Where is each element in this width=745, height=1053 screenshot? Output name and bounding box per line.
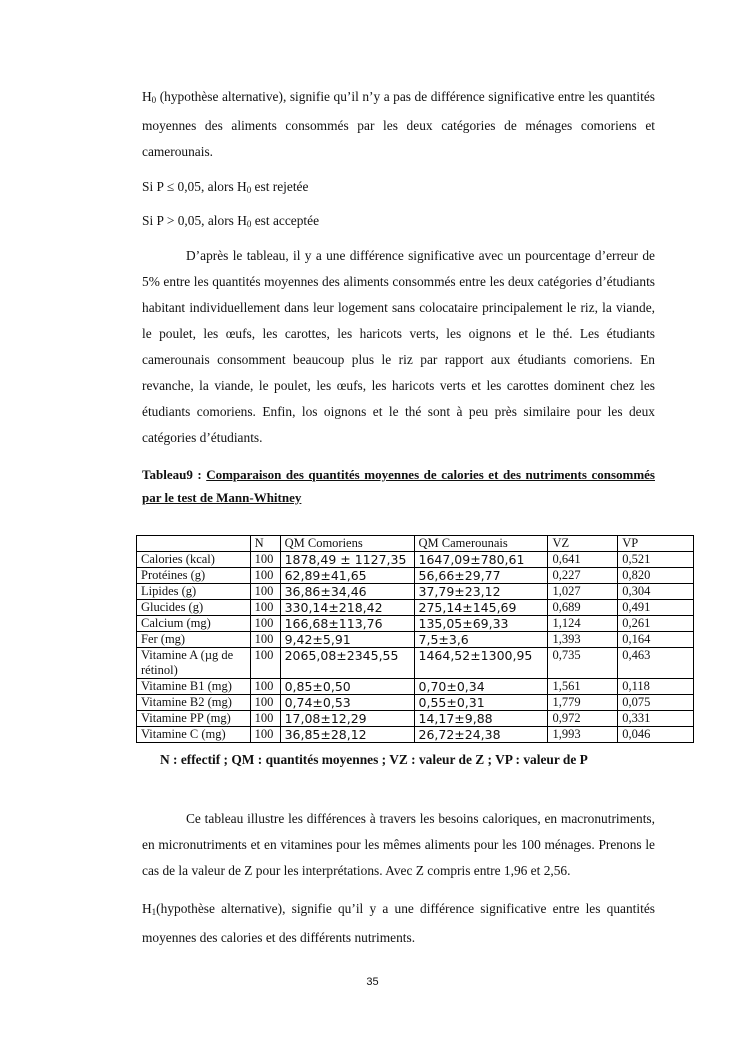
table-cell: Vitamine A (µg de rétinol) [137, 648, 251, 679]
table-cell: 62,89±41,65 [280, 568, 414, 584]
rule-accepted-pre: Si P > 0,05, alors H [142, 213, 247, 228]
page-number: 35 [366, 976, 379, 988]
table-cell: 36,85±28,12 [280, 727, 414, 743]
table-legend: N : effectif ; QM : quantités moyennes ; VZ : valeur de Z ; VP : valeur de P [160, 752, 588, 767]
table-cell: 0,689 [548, 600, 618, 616]
rule-accepted-sub: 0 [246, 219, 252, 229]
table-caption [142, 463, 655, 509]
table-cell: Fer (mg) [137, 632, 251, 648]
table-cell: 100 [250, 568, 280, 584]
table-cell: Protéines (g) [137, 568, 251, 584]
table-cell: 0,331 [618, 711, 694, 727]
table-row [137, 568, 694, 584]
table-cell: Vitamine B2 (mg) [137, 695, 251, 711]
table-cell: 0,55±0,31 [414, 695, 548, 711]
table-row [137, 584, 694, 600]
table-cell: 56,66±29,77 [414, 568, 548, 584]
table-cell: 0,972 [548, 711, 618, 727]
rule-accepted-post: est acceptée [251, 213, 320, 228]
table-cell: Vitamine B1 (mg) [137, 679, 251, 695]
table-cell: 9,42±5,91 [280, 632, 414, 648]
table-cell: 275,14±145,69 [414, 600, 548, 616]
table-cell: 1464,52±1300,95 [414, 648, 548, 679]
table-cell: 330,14±218,42 [280, 600, 414, 616]
table-cell: 100 [250, 648, 280, 679]
table-header-cell [137, 536, 251, 552]
table-cell: 17,08±12,29 [280, 711, 414, 727]
table-cell: 0,261 [618, 616, 694, 632]
table-cell: 1,779 [548, 695, 618, 711]
table-cell: 0,164 [618, 632, 694, 648]
paragraph-interpretation: Ce tableau illustre les différences à travers les besoins caloriques, en macronutriments, en micronutriments et en vitamines pour les mêmes aliments pour les 100 ménages. Prenons le cas de la valeur de Z pour les interprétations. Avec Z compris entre 1,96 et 2,56. [142, 811, 655, 878]
table-cell: 1,027 [548, 584, 618, 600]
table-cell: 0,491 [618, 600, 694, 616]
table-cell: 0,521 [618, 552, 694, 568]
table-cell: 2065,08±2345,55 [280, 648, 414, 679]
table-cell: 100 [250, 616, 280, 632]
table-cell: 100 [250, 600, 280, 616]
table-header-cell: QM Camerounais [414, 536, 548, 552]
paragraph-h0 [142, 84, 655, 165]
table-cell: 100 [250, 584, 280, 600]
table-cell: 1878,49 ± 1127,35 [280, 552, 414, 568]
table-cell: 26,72±24,38 [414, 727, 548, 743]
table-cell: Glucides (g) [137, 600, 251, 616]
table-cell: 0,463 [618, 648, 694, 679]
table-cell: 0,227 [548, 568, 618, 584]
table-cell: 36,86±34,46 [280, 584, 414, 600]
table-row [137, 711, 694, 727]
table-cell: 100 [250, 632, 280, 648]
table-row [137, 600, 694, 616]
table-cell: 0,046 [618, 727, 694, 743]
table-cell: 1,393 [548, 632, 618, 648]
table-body [137, 536, 694, 743]
table-cell: 1,561 [548, 679, 618, 695]
paragraph-h1 [142, 896, 655, 951]
table-cell: 0,641 [548, 552, 618, 568]
h1-symbol: H [142, 901, 152, 916]
table-cell: 135,05±69,33 [414, 616, 548, 632]
nutrient-table [136, 535, 694, 743]
table-cell: 14,17±9,88 [414, 711, 548, 727]
table-cell: 37,79±23,12 [414, 584, 548, 600]
table-cell: 1,124 [548, 616, 618, 632]
table-cell: 1647,09±780,61 [414, 552, 548, 568]
h0-text: (hypothèse alternative), signifie qu’il n’y a pas de différence significative entre les quantités moyennes des aliments consommés par les deux catégories de ménages comoriens et camerounais. [142, 89, 655, 159]
h1-text: (hypothèse alternative), signifie qu’il y a une différence significative entre les quantités moyennes des calories et des différents nutriments. [142, 901, 655, 945]
h1-subscript: 1 [151, 907, 157, 917]
table-row [137, 727, 694, 743]
table-cell: 0,70±0,34 [414, 679, 548, 695]
caption-title: Comparaison des quantités moyennes de calories et des nutriments consommés par le test de Mann-Whitney [142, 467, 655, 505]
table-cell: 1,993 [548, 727, 618, 743]
table-header-row [137, 536, 694, 552]
table-header-cell: N [250, 536, 280, 552]
h0-symbol: H [142, 89, 152, 104]
table-cell: Vitamine C (mg) [137, 727, 251, 743]
table-header-cell: VP [618, 536, 694, 552]
table-cell: Vitamine PP (mg) [137, 711, 251, 727]
table-cell: 0,075 [618, 695, 694, 711]
table-cell: Lipides (g) [137, 584, 251, 600]
rule-rejected-sub: 0 [246, 185, 252, 195]
table-cell: 0,85±0,50 [280, 679, 414, 695]
table-cell: Calcium (mg) [137, 616, 251, 632]
table-row [137, 695, 694, 711]
table-row [137, 552, 694, 568]
table-cell: 0,74±0,53 [280, 695, 414, 711]
table-row [137, 679, 694, 695]
rule-accepted [142, 213, 655, 229]
caption-label: Tableau9 : [142, 467, 207, 482]
table-row [137, 648, 694, 679]
page-body [142, 84, 655, 509]
paragraph-analysis: D’après le tableau, il y a une différence significative avec un pourcentage d’erreur de 5% entre les quantités moyennes des aliments consommés entre les deux catégories d’étudiants habitant individuellement dans leur logement sans colocataire principalement le riz, la viande, le poulet, les œufs, les carottes, les haricots verts, les oignons et le thé. Les étudiants camerounais consomment beaucoup plus le riz par rapport aux étudiants comoriens. En revanche, la viande, le poulet, les œufs, les haricots verts et les carottes dominent chez les étudiants comoriens. Enfin, los oignons et le thé sont à peu près similaire pour les deux catégories d’étudiants. [142, 248, 655, 445]
table-cell: 0,735 [548, 648, 618, 679]
h0-subscript: 0 [151, 95, 157, 105]
table-cell: 0,118 [618, 679, 694, 695]
table-cell: 100 [250, 679, 280, 695]
table-cell: 0,820 [618, 568, 694, 584]
table-cell: 0,304 [618, 584, 694, 600]
table-row [137, 616, 694, 632]
page-body-lower [142, 806, 655, 951]
rule-rejected-post: est rejetée [251, 179, 309, 194]
table-row [137, 632, 694, 648]
table-cell: 100 [250, 727, 280, 743]
table-header-cell: VZ [548, 536, 618, 552]
rule-rejected-pre: Si P ≤ 0,05, alors H [142, 179, 247, 194]
table-cell: 100 [250, 695, 280, 711]
table-cell: 7,5±3,6 [414, 632, 548, 648]
rule-rejected [142, 179, 655, 195]
table-header-cell: QM Comoriens [280, 536, 414, 552]
table-cell: Calories (kcal) [137, 552, 251, 568]
table-cell: 166,68±113,76 [280, 616, 414, 632]
table-cell: 100 [250, 552, 280, 568]
table-cell: 100 [250, 711, 280, 727]
